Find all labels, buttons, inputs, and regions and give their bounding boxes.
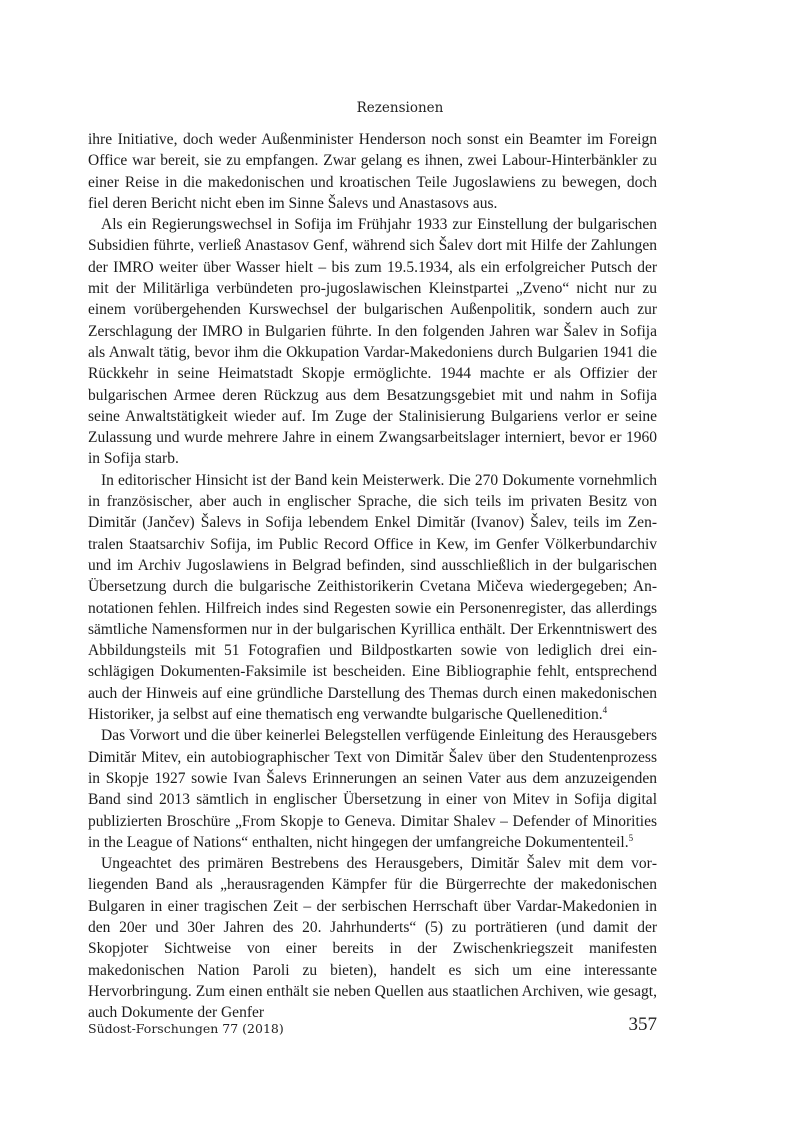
- footnote-marker[interactable]: 5: [628, 832, 634, 843]
- journal-citation: Südost-Forschungen 77 (2018): [88, 1021, 284, 1036]
- running-head: Rezensionen: [356, 100, 444, 116]
- paragraph: [88, 725, 657, 853]
- paragraph: [88, 214, 657, 470]
- paragraph: [88, 129, 657, 214]
- paragraph-text: Das Vorwort und die über keinerlei Belegstellen verfügende Einleitung des Herausgebers Dimităr Mitev, ein autobiographischer Text von Dimităr Šalev über den Studentenprozess in Skopje 1927 sowie Ivan Šalevs Erinnerungen an seinen Vater aus dem anzuzeigenden Band sind 2013 sämtlich in englischer Übersetzung in einer von Mitev in Sofija digital publizierten Broschüre „From Skopje to Geneva. Dimitar Shalev – Defender of Minorities in the League of Nations“ enthalten, nicht hingegen der umfangreiche Dokumententeil.: [88, 727, 657, 851]
- paragraph-text: Als ein Regierungswechsel in Sofija im Frühjahr 1933 zur Einstellung der bulgarischen Subsidien führte, verließ Anastasov Genf, während sich Šalev dort mit Hilfe der Zahlungen der IMRO weiter über Wasser hielt – bis zum 19.5.1934, als ein erfolgreicher Putsch der mit der Militärliga verbündeten pro-jugoslawischen Kleinstpartei „Zveno“ nicht nur zu einem vorübergehenden Kurswechsel der bulgarischen Außenpolitik, sondern auch zur Zerschlagung der IMRO in Bulgarien führte. In den folgenden Jahren war Šalev in Sofija als Anwalt tätig, bevor ihm die Okkupation Vardar-Makedoniens durch Bulgarien 1941 die Rückkehr in seine Heimatstadt Skopje ermöglichte. 1944 machte er als Offizier der bulgarischen Armee deren Rückzug aus dem Besatzungsgebiet mit und nahm in Sofija seine Anwaltstätigkeit wieder auf. Im Zuge der Stalinisierung Bulgariens verlor er seine Zulassung und wurde mehrere Jahre in einem Zwangsarbeitslager interniert, bevor er 1960 in Sofija starb.: [88, 216, 657, 468]
- paragraph: [88, 853, 657, 1023]
- paragraph-text: In editorischer Hinsicht ist der Band kein Meisterwerk. Die 270 Dokumente vornehmlich in französischer, aber auch in englischer Sprache, die sich teils im privaten Besitz von Dimităr (Jančev) Šalevs in Sofija lebendem Enkel Dimităr (Ivanov) Šalev, teils im Zentralen Staatsarchiv Sofija, im Public Record Office in Kew, im Genfer Völkerbundarchiv und im Archiv Jugoslawiens in Belgrad befinden, sind ausschließlich in der bulgarischen Übersetzung durch die bulgarische Zeithistorikerin Cvetana Mičeva wiedergegeben; Annotationen fehlen. Hilfreich indes sind Regesten sowie ein Personenregister, das allerdings sämtliche Namensformen nur in der bulgarischen Kyrillica enthält. Der Erkenntniswert des Abbildungsteils mit 51 Fotografien und Bildpostkarten sowie von lediglich drei einschlägigen Dokumenten-Faksimile ist bescheiden. Eine Bibliographie fehlt, entsprechend auch der Hinweis auf eine gründliche Darstellung des Themas durch einen makedonischen Historiker, ja selbst auf eine thematisch eng verwandte bulgarische Quellenedition.: [88, 471, 657, 724]
- article-body: [88, 129, 657, 1023]
- page-number: 357: [628, 1014, 657, 1035]
- paragraph-text: Ungeachtet des primären Bestrebens des Herausgebers, Dimităr Šalev mit dem vorliegenden Band als „herausragenden Kämpfer für die Bürgerrechte der makedonischen Bulgaren in einer tragischen Zeit – der serbischen Herrschaft über Vardar-Makedonien in den 20er und 30er Jahren des 20. Jahrhunderts“ (5) zu porträtieren (und damit der Skopjoter Sichtweise von einer bereits in der Zwischenkriegszeit manifesten makedonischen Nation Paroli zu bieten), handelt es sich um eine interessante Hervorbringung. Zum einen enthält sie neben Quellen aus staatlichen Archiven, wie gesagt, auch Dokumente der Genfer: [88, 855, 657, 1022]
- paragraph: [88, 470, 657, 726]
- footnote-marker[interactable]: 4: [602, 704, 608, 715]
- paragraph-text: ihre Initiative, doch weder Außenminister Henderson noch sonst ein Beamter im Foreign Office war bereit, sie zu empfangen. Zwar gelang es ihnen, zwei Labour-Hinterbänkler zu einer Reise in die makedonischen und kroatischen Teile Jugoslawiens zu bewegen, doch fiel deren Bericht nicht eben im Sinne Šalevs und Anastasovs aus.: [88, 131, 657, 212]
